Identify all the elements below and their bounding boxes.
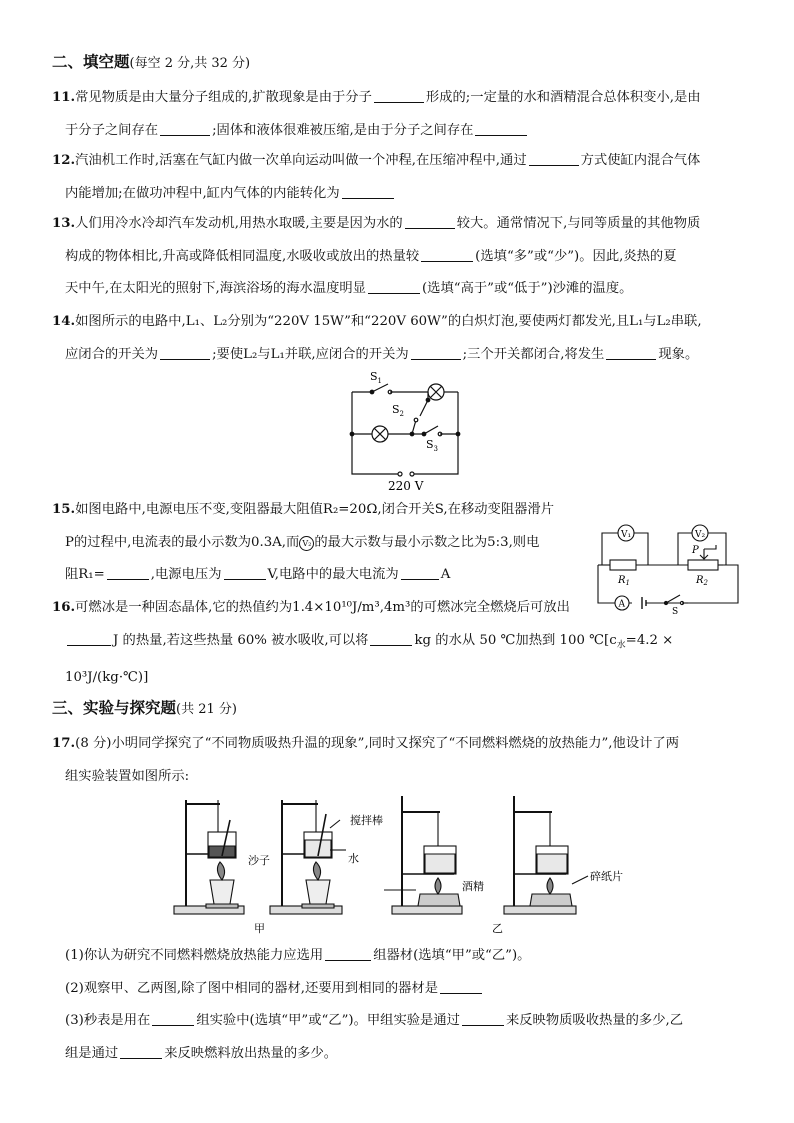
- question-text: (选填“多”或“少”)。因此,炎热的夏: [475, 248, 677, 264]
- wire-right: [412, 392, 458, 474]
- question-text: ;要使L₂与L₁并联,应闭合的开关为: [212, 346, 409, 362]
- question-text: ;三个开关都闭合,将发生: [462, 346, 605, 362]
- switch-s2: [420, 400, 428, 416]
- question-number: 14.: [52, 314, 76, 329]
- subscript-water: 水: [616, 640, 626, 651]
- terminal-left: [398, 472, 402, 476]
- question-text: 如图所示的电路中,L₁、L₂分别为“220V 15W”和“220V 60W”的白炽灯泡,要使两灯都发光,且L₁与L₂串联,: [75, 314, 702, 329]
- answer-blank[interactable]: [462, 1011, 504, 1026]
- question-13: [52, 208, 752, 306]
- question-text: 内能增加;在做功冲程中,缸内气体的内能转化为: [65, 185, 340, 201]
- label-paper: 碎纸片: [590, 870, 623, 883]
- answer-blank[interactable]: [160, 121, 210, 136]
- terminal-right: [410, 472, 414, 476]
- apparatus-figure: [170, 790, 650, 940]
- question-text: P的过程中,电流表的最小示数为0.3A,而: [65, 534, 300, 550]
- section-3-points: (共 21 分): [176, 702, 237, 717]
- question-text: 如图电路中,电源电压不变,变阻器最大阻值R₂=20Ω,闭合开关S,在移动变阻器滑片: [75, 502, 555, 517]
- question-text: 方式使缸内混合气体: [580, 153, 701, 168]
- question-11: [52, 82, 752, 147]
- question-number: 17.: [52, 736, 76, 751]
- question-15: [52, 494, 592, 592]
- label-s: S: [672, 607, 679, 615]
- voltmeter-v2-symbol: V₂: [299, 536, 314, 551]
- question-text: 天中午,在太阳光的照射下,海滨浴场的海水温度明显: [65, 281, 366, 296]
- apparatus-paper: [504, 796, 588, 914]
- question-text: ,电源电压为: [150, 567, 222, 582]
- answer-blank[interactable]: [152, 1011, 194, 1026]
- question-text: 组实验中(选填“甲”或“乙”)。甲组实验是通过: [196, 1013, 460, 1028]
- answer-blank[interactable]: [342, 184, 394, 199]
- question-text: 人们用冷水冷却汽车发动机,用热水取暖,主要是因为水的: [75, 216, 403, 231]
- answer-blank[interactable]: [374, 88, 424, 103]
- question-number: 13.: [52, 216, 76, 231]
- circuit-diagram-14: [340, 368, 470, 492]
- question-text: 较大。通常情况下,与同等质量的其他物质: [456, 216, 701, 231]
- question-14: [52, 306, 752, 371]
- question-text: 应闭合的开关为: [65, 346, 159, 362]
- answer-blank[interactable]: [224, 565, 266, 580]
- switch-s3: [424, 426, 438, 434]
- question-text: A: [440, 567, 451, 582]
- label-s1: $S_1$: [370, 370, 383, 385]
- question-text: 于分子之间存在: [65, 122, 159, 138]
- answer-blank[interactable]: [405, 214, 455, 229]
- answer-blank[interactable]: [368, 279, 420, 294]
- label-jia: 甲: [254, 922, 265, 935]
- section-2-title: 二、填空题: [52, 52, 130, 71]
- answer-blank[interactable]: [325, 946, 371, 961]
- label-voltage: 220 V: [388, 479, 424, 492]
- section-2-points: (每空 2 分,共 32 分): [129, 56, 251, 71]
- label-yi: 乙: [492, 922, 503, 935]
- apparatus-water: [270, 800, 346, 914]
- question-17-subparts: [52, 940, 752, 1070]
- label-s3: $S_3$: [426, 438, 439, 453]
- answer-blank[interactable]: [401, 565, 439, 580]
- question-text: 10³J/(kg·℃)]: [65, 669, 149, 685]
- label-r2: $R_2$: [696, 575, 708, 587]
- label-a: A: [618, 599, 625, 610]
- label-v2: V₂: [695, 530, 706, 540]
- question-text: 构成的物体相比,升高或降低相同温度,水吸收或放出的热量较: [65, 248, 420, 264]
- answer-blank[interactable]: [107, 565, 149, 580]
- question-text: (1)你认为研究不同燃料燃烧放热能力应选用: [65, 948, 324, 963]
- question-text: 来反映燃料放出热量的多少。: [164, 1045, 338, 1061]
- question-text: 的最大示数与最小示数之比为5:3,则电: [314, 534, 540, 550]
- question-text: (8 分)小明同学探究了“不同物质吸热升温的现象”,同时又探究了“不同燃料燃烧的放热能力”,他设计了两: [75, 736, 680, 751]
- label-water: 水: [348, 852, 359, 865]
- answer-blank[interactable]: [475, 121, 527, 136]
- apparatus-alcohol: [392, 796, 462, 914]
- section-3-header: [52, 696, 237, 718]
- question-16: [52, 592, 752, 694]
- question-text: 组器材(选填“甲”或“乙”)。: [373, 948, 531, 963]
- answer-blank[interactable]: [440, 979, 482, 994]
- resistor-r1: [610, 560, 636, 570]
- question-text: 组是通过: [65, 1045, 119, 1061]
- label-s2: $S_2$: [392, 403, 405, 418]
- label-sand: 沙子: [248, 854, 270, 867]
- label-r1: $R_1$: [618, 575, 630, 587]
- apparatus-sand: [174, 800, 244, 914]
- switch-s1: [372, 384, 388, 392]
- question-text: 现象。: [658, 346, 699, 362]
- question-text: 来反映物质吸收热量的多少,乙: [505, 1013, 684, 1028]
- question-text: 组实验装置如图所示:: [65, 768, 190, 784]
- resistor-r2: [688, 560, 718, 570]
- label-p: P: [692, 545, 699, 556]
- question-text: 常见物质是由大量分子组成的,扩散现象是由于分子: [75, 90, 372, 105]
- question-text: 阻R₁=: [65, 567, 105, 582]
- question-text: ;固体和液体很难被压缩,是由于分子之间存在: [212, 122, 474, 138]
- question-17: [52, 728, 752, 793]
- question-text: 汽油机工作时,活塞在气缸内做一次单向运动叫做一个冲程,在压缩冲程中,通过: [75, 153, 527, 168]
- answer-blank[interactable]: [160, 345, 210, 360]
- answer-blank[interactable]: [120, 1044, 162, 1059]
- question-text: (选填“高于”或“低于”)沙滩的温度。: [421, 281, 633, 296]
- question-text: 形成的;一定量的水和酒精混合总体积变小,是由: [425, 90, 701, 105]
- question-text: (2)观察甲、乙两图,除了图中相同的器材,还要用到相同的器材是: [65, 980, 439, 996]
- label-alcohol: 酒精: [462, 880, 484, 893]
- question-number: 16.: [52, 600, 76, 615]
- question-number: 12.: [52, 153, 76, 168]
- label-v1: V₁: [621, 530, 632, 540]
- question-number: 11.: [52, 90, 76, 105]
- answer-blank[interactable]: [67, 631, 111, 646]
- question-12: [52, 145, 752, 210]
- answer-blank[interactable]: [421, 247, 473, 262]
- answer-blank[interactable]: [370, 631, 412, 646]
- answer-blank[interactable]: [529, 151, 579, 166]
- section-3-title: 三、实验与探究题: [52, 698, 177, 717]
- question-text: J 的热量,若这些热量 60% 被水吸收,可以将: [113, 632, 369, 648]
- question-text: (3)秒表是用在: [65, 1013, 151, 1028]
- answer-blank[interactable]: [411, 345, 461, 360]
- label-stirrer: 搅拌棒: [350, 814, 383, 827]
- question-text: 可燃冰是一种固态晶体,它的热值约为1.4×10¹⁰J/m³,4m³的可燃冰完全燃烧后可放出: [75, 600, 570, 615]
- section-2-header: [52, 50, 250, 72]
- question-number: 15.: [52, 502, 76, 517]
- question-text: =4.2 ×: [625, 632, 674, 648]
- question-text: V,电路中的最大电流为: [267, 567, 399, 582]
- question-text: kg 的水从 50 ℃加热到 100 ℃[c: [414, 632, 617, 648]
- answer-blank[interactable]: [606, 345, 656, 360]
